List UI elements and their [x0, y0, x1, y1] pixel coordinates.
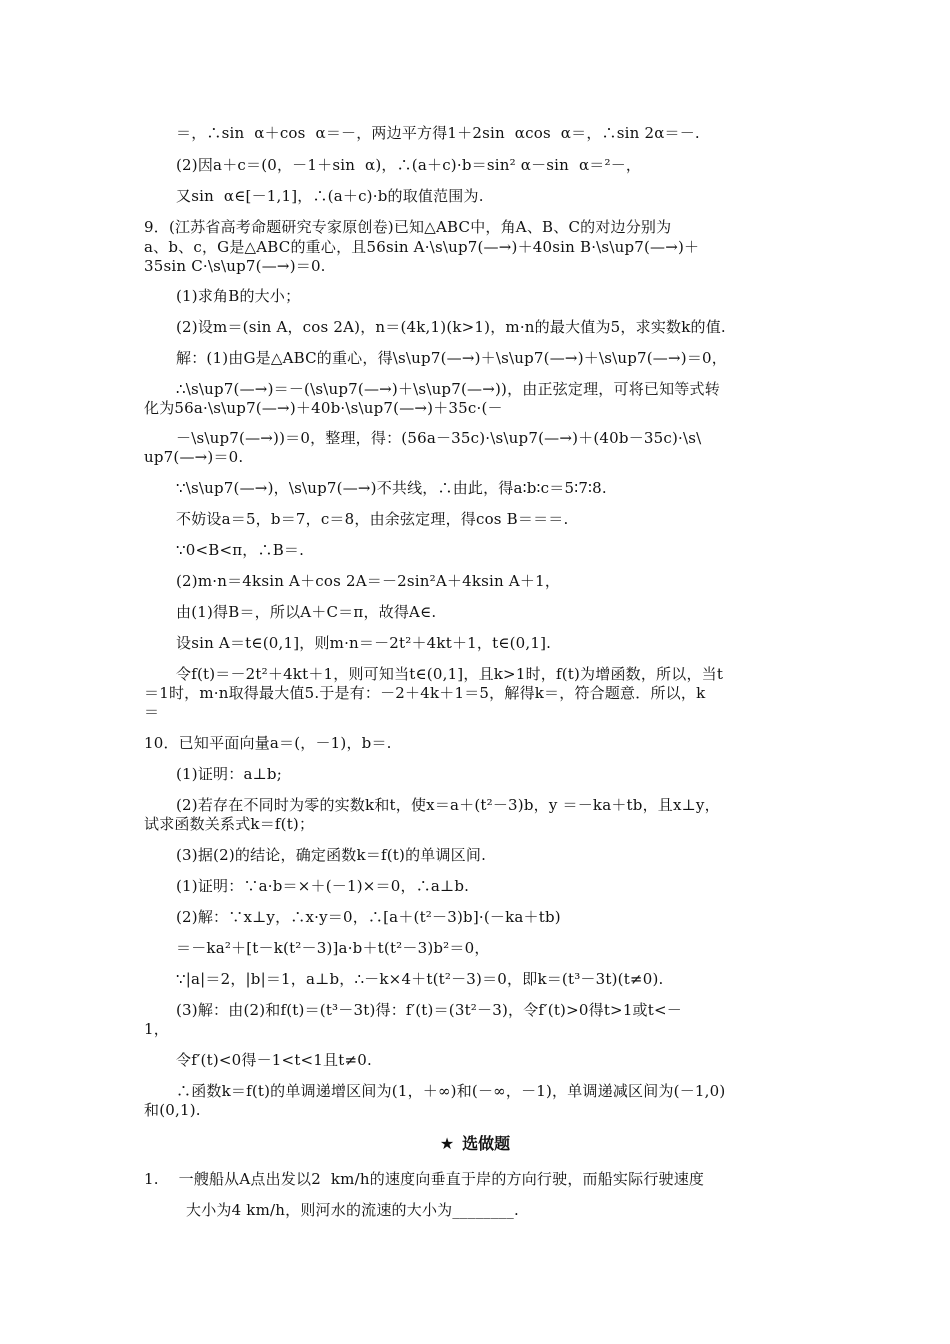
- text-line: ＝1时，m·n取得最大值5.于是有：－2＋4k＋1＝5，解得k＝，符合题意．所以，k: [144, 684, 706, 702]
- text-line: (3)解：由(2)和f(t)＝(t³－3t)得：f′(t)＝(3t²－3)，令f′(t)>0得t>1或t<－: [176, 1001, 682, 1019]
- text-line: ∵\s\up7(—→)，\s\up7(—→)不共线，∴由此，得a∶b∶c＝5∶7∶8.: [176, 479, 607, 497]
- text-line: 1，: [144, 1020, 169, 1038]
- section-heading: [0, 1131, 950, 1154]
- text-line: (1)求角B的大小；: [176, 287, 301, 305]
- text-line: 由(1)得B＝，所以A＋C＝π，故得A∈.: [176, 603, 437, 621]
- text-line: (1)证明：a⊥b;: [176, 765, 282, 783]
- problem-9-heading: 9．(江苏省高考命题研究专家原创卷)已知△ABC中，角A、B、C的对边分别为: [144, 218, 672, 236]
- text-line: ∵0<B<π，∴B＝.: [176, 541, 305, 559]
- star-icon: ★: [439, 1134, 455, 1153]
- text-line: (2)m·n＝4ksin A＋cos 2A＝－2sin²A＋4ksin A＋1，: [176, 572, 561, 590]
- text-line: 又sin α∈[－1,1]，∴(a＋c)·b的取值范围为.: [176, 187, 484, 205]
- exercise-1-text: 1. 一艘船从A点出发以2 km/h的速度向垂直于岸的方向行驶，而船实际行驶速度: [144, 1170, 705, 1188]
- text-line: (2)解：∵x⊥y，∴x·y＝0，∴[a＋(t²－3)b]·(－ka＋tb): [176, 908, 561, 926]
- text-line: (2)若存在不同时为零的实数k和t，使x＝a＋(t²－3)b，y ＝－ka＋tb，且x⊥y，: [176, 796, 720, 814]
- text-line: ∵|a|＝2，|b|＝1，a⊥b，∴－k×4＋t(t²－3)＝0，即k＝(t³－3t)(t≠0).: [176, 970, 664, 988]
- text-line: 化为56a·\s\up7(—→)＋40b·\s\up7(—→)＋35c·(－: [144, 399, 503, 417]
- text-line: ＝: [144, 703, 160, 721]
- exercise-1-continuation: 大小为4 km/h，则河水的流速的大小为________.: [186, 1201, 519, 1219]
- text-line: 试求函数关系式k＝f(t)；: [144, 815, 315, 833]
- text-line: 不妨设a＝5，b＝7，c＝8，由余弦定理，得cos B＝＝＝.: [176, 510, 569, 528]
- text-line: ∴\s\up7(—→)＝－(\s\up7(—→)＋\s\up7(—→))，由正弦定理，可将已知等式转: [176, 380, 720, 398]
- text-line: ＝－ka²＋[t－k(t²－3)]a·b＋t(t²－3)b²＝0，: [176, 939, 490, 957]
- text-line: (3)据(2)的结论，确定函数k＝f(t)的单调区间.: [176, 846, 487, 864]
- text-line: －\s\up7(—→))＝0，整理，得：(56a－35c)·\s\up7(—→)＋(40b－35c)·\s\: [176, 429, 702, 447]
- problem-10-heading: 10．已知平面向量a＝(，－1)，b＝.: [144, 734, 392, 752]
- text-line: up7(—→)＝0.: [144, 448, 244, 466]
- text-line: (1)证明：∵a·b＝×＋(－1)×＝0，∴a⊥b.: [176, 877, 470, 895]
- text-line: (2)设m＝(sin A，cos 2A)，n＝(4k,1)(k>1)，m·n的最大值为5，求实数k的值.: [176, 318, 726, 336]
- text-line: (2)因a＋c＝(0，－1＋sin α)，∴(a＋c)·b＝sin² α－sin α＝²－，: [176, 156, 642, 174]
- text-line: ∴函数k＝f(t)的单调递增区间为(1，＋∞)和(－∞，－1)，单调递减区间为(－1,0): [176, 1082, 726, 1100]
- text-line: 和(0,1).: [144, 1101, 201, 1119]
- text-line: 35sin C·\s\up7(—→)＝0.: [144, 257, 326, 275]
- text-line: a、b、c，G是△ABC的重心，且56sin A·\s\up7(—→)＋40sin B·\s\up7(—→)＋: [144, 238, 700, 256]
- text-line: ＝，∴sin α＋cos α＝－，两边平方得1＋2sin αcos α＝，∴sin 2α＝－.: [176, 124, 700, 142]
- text-line: 令f(t)＝－2t²＋4kt＋1，则可知当t∈(0,1]，且k>1时，f(t)为增函数，所以，当t: [176, 665, 724, 683]
- text-line: 设sin A＝t∈(0,1]，则m·n＝－2t²＋4kt＋1，t∈(0,1].: [176, 634, 552, 652]
- text-line: 令f′(t)<0得－1<t<1且t≠0.: [176, 1051, 372, 1069]
- section-title: 选做题: [462, 1134, 511, 1153]
- text-line: 解：(1)由G是△ABC的重心，得\s\up7(—→)＋\s\up7(—→)＋\s\up7(—→)＝0，: [176, 349, 727, 367]
